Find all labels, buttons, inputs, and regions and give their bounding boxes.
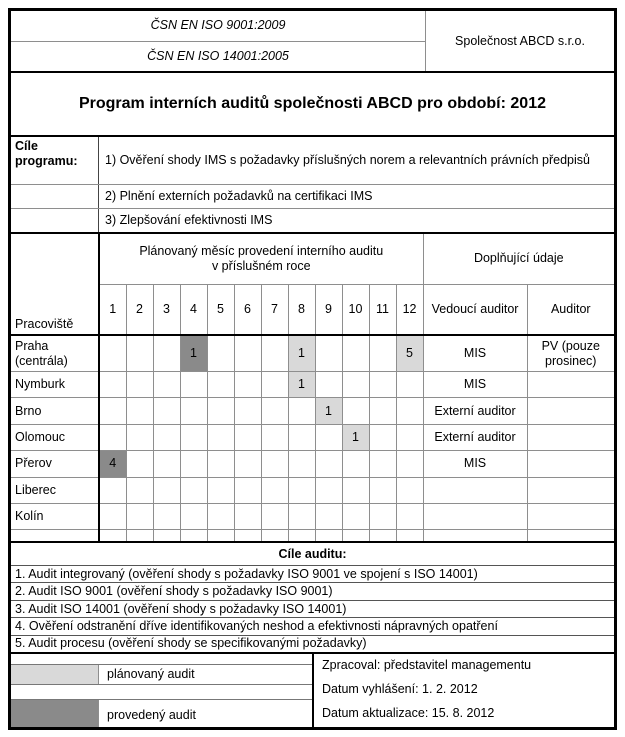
program-goal-row	[11, 208, 614, 232]
month-cell	[288, 424, 315, 450]
month-cell	[234, 503, 261, 529]
month-cell: 1	[342, 424, 369, 450]
program-goals-label-spacer	[11, 209, 99, 232]
month-cell	[153, 503, 180, 529]
month-cell	[153, 451, 180, 477]
auditor-header: Auditor	[527, 284, 614, 335]
audit-goal-item: 4. Ověření odstranění dříve identifikovaných neshod a efektivnosti nápravných opatření	[11, 617, 614, 634]
month-header-cell: 7	[261, 284, 288, 335]
month-cell	[207, 424, 234, 450]
month-cell	[261, 424, 288, 450]
month-cell	[153, 398, 180, 424]
month-cell	[180, 503, 207, 529]
table-row	[11, 372, 614, 398]
month-span-header-line1: Plánovaný měsíc provedení interního auditu	[139, 243, 384, 258]
audit-goal-item: 5. Audit procesu (ověření shody se specifikovanými požadavky)	[11, 635, 614, 652]
month-cell	[207, 451, 234, 477]
month-cell	[288, 530, 315, 541]
lead-auditor-cell	[423, 530, 527, 541]
month-header-cell: 8	[288, 284, 315, 335]
month-cell: 5	[396, 335, 423, 372]
month-cell	[180, 372, 207, 398]
standard-iso14001: ČSN EN ISO 14001:2005	[11, 41, 425, 72]
auditor-cell: PV (pouze prosinec)	[527, 335, 614, 372]
auditor-cell	[527, 477, 614, 503]
month-cell	[234, 477, 261, 503]
month-cell	[369, 398, 396, 424]
month-cell	[234, 335, 261, 372]
program-goal-item: 2) Plnění externích požadavků na certifikaci IMS	[105, 189, 373, 203]
audit-goals-title: Cíle auditu:	[11, 543, 614, 566]
lead-auditor-cell: Externí auditor	[423, 424, 527, 450]
month-cell	[207, 335, 234, 372]
month-header-cell: 5	[207, 284, 234, 335]
extra-info-header: Doplňující údaje	[423, 234, 614, 284]
month-cell	[396, 372, 423, 398]
audit-goal-item: 1. Audit integrovaný (ověření shody s požadavky ISO 9001 ve spojení s ISO 14001)	[15, 566, 478, 581]
month-cell	[342, 451, 369, 477]
workplace-cell: Kolín	[11, 503, 99, 529]
month-cell: 4	[99, 451, 126, 477]
month-cell	[342, 503, 369, 529]
month-header-cell: 6	[234, 284, 261, 335]
done-audit-label: provedený audit	[107, 708, 196, 722]
auditor-cell	[527, 424, 614, 450]
page-title: Program interních auditů společnosti ABCD pro období: 2012	[11, 71, 614, 135]
auditor-cell	[527, 503, 614, 529]
month-cell	[153, 372, 180, 398]
month-cell	[234, 398, 261, 424]
months-header-row	[11, 284, 614, 335]
month-cell	[315, 451, 342, 477]
program-goals-section	[11, 135, 614, 232]
month-cell	[315, 372, 342, 398]
auditor-cell	[527, 451, 614, 477]
prepared-by: Zpracoval: představitel managementu	[322, 658, 532, 672]
month-cell	[153, 424, 180, 450]
month-cell	[369, 335, 396, 372]
month-cell	[396, 451, 423, 477]
month-cell	[234, 372, 261, 398]
month-cell	[261, 477, 288, 503]
month-cell	[288, 398, 315, 424]
month-cell	[315, 530, 342, 541]
month-cell	[126, 424, 153, 450]
month-span-header-line2: v příslušném roce	[211, 258, 311, 273]
workplace-cell	[11, 530, 99, 541]
month-cell	[180, 398, 207, 424]
date-updated: Datum aktualizace: 15. 8. 2012	[322, 706, 495, 720]
month-cell	[207, 372, 234, 398]
month-cell	[369, 424, 396, 450]
standards-block	[11, 11, 425, 71]
planned-audit-label: plánovaný audit	[107, 667, 195, 681]
auditor-cell	[527, 372, 614, 398]
month-cell	[342, 530, 369, 541]
month-header-cell: 1	[99, 284, 126, 335]
lead-auditor-cell	[423, 477, 527, 503]
lead-auditor-cell: MIS	[423, 372, 527, 398]
month-header-cell: 3	[153, 284, 180, 335]
audit-goals-section	[11, 541, 614, 652]
audit-rows	[11, 335, 614, 541]
workplace-cell: Nymburk	[11, 372, 99, 398]
month-cell	[126, 398, 153, 424]
standard-iso9001: ČSN EN ISO 9001:2009	[150, 18, 286, 33]
company-name: Společnost ABCD s.r.o.	[425, 11, 614, 71]
workplace-cell: Praha (centrála)	[11, 335, 99, 372]
program-goal-item: 3) Zlepšování efektivnosti IMS	[105, 213, 273, 227]
table-row	[11, 424, 614, 450]
month-cell	[180, 477, 207, 503]
program-goals-label: Cíle programu:	[11, 137, 99, 184]
month-cell	[99, 372, 126, 398]
program-goal-row	[11, 184, 614, 208]
month-cell	[99, 398, 126, 424]
month-cell	[261, 451, 288, 477]
table-row	[11, 335, 614, 372]
audit-goal-item: 3. Audit ISO 14001 (ověření shody s požadavky ISO 14001)	[11, 600, 614, 617]
month-cell	[396, 477, 423, 503]
legend-spacer-row	[11, 684, 312, 699]
month-header-cell: 2	[126, 284, 153, 335]
program-goals-label-spacer	[11, 185, 99, 208]
month-header-cell: 4	[180, 284, 207, 335]
month-cell	[126, 477, 153, 503]
lead-auditor-cell: MIS	[423, 335, 527, 372]
month-cell	[126, 451, 153, 477]
month-cell	[99, 477, 126, 503]
auditor-cell	[527, 530, 614, 541]
month-cell	[369, 477, 396, 503]
month-cell	[153, 530, 180, 541]
audit-goal-item: 2. Audit ISO 9001 (ověření shody s požadavky ISO 9001)	[11, 582, 614, 599]
document-header	[11, 11, 614, 71]
month-header-cell: 11	[369, 284, 396, 335]
date-announced: Datum vyhlášení: 1. 2. 2012	[322, 682, 478, 696]
month-cell	[369, 503, 396, 529]
done-audit-swatch	[11, 700, 99, 727]
month-cell	[99, 335, 126, 372]
table-row	[11, 451, 614, 477]
month-cell	[396, 503, 423, 529]
month-cell	[207, 503, 234, 529]
month-cell	[180, 424, 207, 450]
month-cell	[288, 503, 315, 529]
month-cell	[369, 372, 396, 398]
month-header-cell: 12	[396, 284, 423, 335]
lead-auditor-header: Vedoucí auditor	[423, 284, 527, 335]
month-cell: 1	[288, 335, 315, 372]
month-cell	[180, 530, 207, 541]
workplace-cell: Olomouc	[11, 424, 99, 450]
month-cell	[396, 530, 423, 541]
program-goal-row	[11, 137, 614, 184]
workplace-cell: Brno	[11, 398, 99, 424]
month-cell	[99, 530, 126, 541]
month-cell	[261, 398, 288, 424]
program-goal-item: 1) Ověření shody IMS s požadavky příslušných norem a relevantních právních předpisů	[105, 153, 590, 167]
month-cell	[261, 530, 288, 541]
workplace-header: Pracoviště	[11, 234, 99, 335]
month-cell	[315, 335, 342, 372]
legend-spacer-row	[11, 654, 312, 664]
month-cell	[315, 424, 342, 450]
month-cell	[315, 477, 342, 503]
month-cell	[396, 424, 423, 450]
month-cell	[261, 503, 288, 529]
month-cell	[315, 503, 342, 529]
footer	[11, 652, 614, 727]
month-cell	[153, 477, 180, 503]
month-cell	[342, 477, 369, 503]
month-header-cell: 10	[342, 284, 369, 335]
month-cell	[99, 424, 126, 450]
month-cell	[234, 451, 261, 477]
month-cell: 1	[315, 398, 342, 424]
auditor-cell	[527, 398, 614, 424]
month-span-header	[99, 234, 423, 284]
table-row	[11, 530, 614, 541]
month-cell	[126, 372, 153, 398]
table-row	[11, 398, 614, 424]
table-row	[11, 503, 614, 529]
lead-auditor-cell: Externí auditor	[423, 398, 527, 424]
legend-planned-row	[11, 664, 312, 684]
audit-schedule-table	[11, 232, 614, 541]
month-cell	[126, 335, 153, 372]
legend	[11, 654, 314, 727]
month-cell	[234, 530, 261, 541]
month-cell	[207, 477, 234, 503]
month-cell	[126, 503, 153, 529]
month-cell	[234, 424, 261, 450]
audit-program-document	[8, 8, 617, 730]
month-cell	[342, 372, 369, 398]
month-cell	[288, 451, 315, 477]
month-cell: 1	[288, 372, 315, 398]
lead-auditor-cell: MIS	[423, 451, 527, 477]
workplace-cell: Přerov	[11, 451, 99, 477]
lead-auditor-cell	[423, 503, 527, 529]
table-row	[11, 477, 614, 503]
month-cell	[207, 398, 234, 424]
month-cell	[369, 451, 396, 477]
month-cell	[126, 530, 153, 541]
month-cell	[207, 530, 234, 541]
month-cell: 1	[180, 335, 207, 372]
footer-info	[314, 654, 614, 727]
legend-done-row	[11, 699, 312, 727]
month-cell	[342, 335, 369, 372]
month-cell	[288, 477, 315, 503]
workplace-cell: Liberec	[11, 477, 99, 503]
month-cell	[261, 372, 288, 398]
month-cell	[369, 530, 396, 541]
month-cell	[99, 503, 126, 529]
month-cell	[261, 335, 288, 372]
month-cell	[180, 451, 207, 477]
planned-audit-swatch	[11, 665, 99, 684]
month-cell	[342, 398, 369, 424]
month-cell	[396, 398, 423, 424]
month-header-cell: 9	[315, 284, 342, 335]
month-cell	[153, 335, 180, 372]
